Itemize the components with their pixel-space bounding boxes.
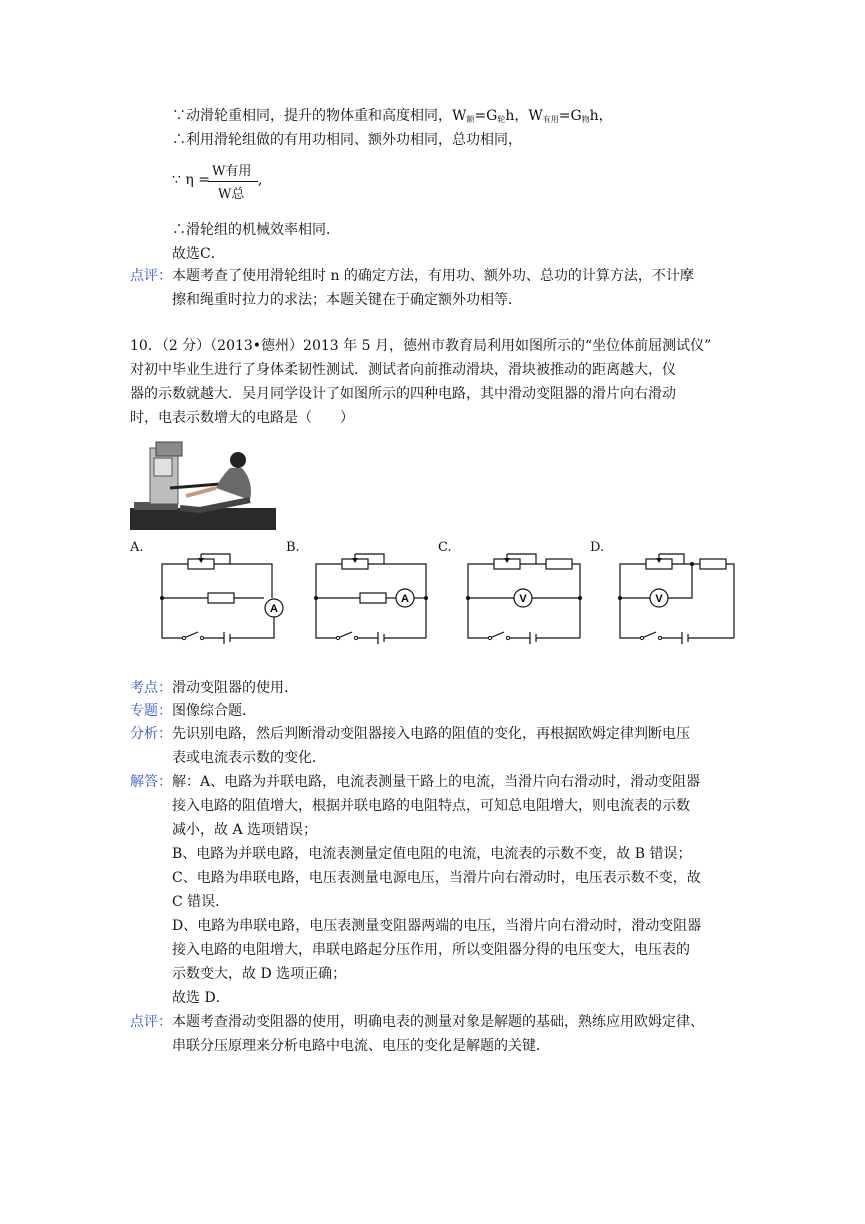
text-line: ∴利用滑轮组做的有用功相同、额外功相同，总功相同， — [172, 132, 522, 148]
comment-label: 点评： — [130, 268, 172, 284]
option-c-label: C. — [438, 540, 452, 555]
option-b-label: B. — [286, 540, 300, 555]
comment-text: 擦和绳重时拉力的求法；本题关键在于确定额外功相等． — [172, 292, 522, 308]
jieda-text: 示数变大，故 D 选项正确； — [172, 966, 347, 982]
dianping-text: 本题考查滑动变阻器的使用，明确电表的测量对象是解题的基础，熟练应用欧姆定律、 — [172, 1014, 704, 1030]
question-text: 10．（2 分）（2013•德州）2013 年 5 月，德州市教育局利用如图所示的“坐位体前屈测试仪” — [130, 338, 712, 354]
meter-d-label: V — [655, 593, 663, 605]
jieda-text: C 错误． — [172, 894, 230, 910]
zhuanti-text: 图像综合题． — [172, 703, 256, 719]
question-text: 器的示数就越大．吴月同学设计了如图所示的四种电路，其中滑动变阻器的滑片向右滑动 — [130, 386, 676, 402]
circuit-c — [464, 550, 594, 646]
option-d-label: D. — [590, 540, 605, 555]
jieda-text: 接入电路的阻值增大，根据并联电路的电阻特点，可知总电阻增大，则电流表的示数 — [172, 798, 690, 814]
flexibility-tester-photo — [130, 438, 276, 530]
comment-text: 本题考查了使用滑轮组时 n 的确定方法，有用功、额外功、总功的计算方法，不计摩 — [172, 268, 694, 284]
jieda-text: C、电路为串联电路，电压表测量电源电压，当滑片向右滑动时，电压表示数不变，故 — [172, 870, 701, 886]
question-text: 时，电表示数增大的电路是（ ） — [130, 410, 354, 426]
zhuanti-label: 专题： — [130, 703, 172, 719]
text-line: ∵动滑轮重相同，提升的物体重和高度相同，$W_额=G_轮h$，$W_{有用}=G_物h$， — [172, 108, 613, 124]
circuit-d — [616, 550, 746, 646]
circuit-b — [312, 550, 442, 646]
text-line: ∴滑轮组的机械效率相同． — [172, 222, 340, 238]
fenxi-label: 分析： — [130, 726, 172, 742]
kaodian-label: 考点： — [130, 680, 172, 696]
jieda-text: B、电路为并联电路，电流表测量定值电阻的电流，电流表的示数不变，故 B 错误； — [172, 846, 692, 862]
fenxi-text: 先识别电路，然后判断滑动变阻器接入电路的阻值的变化，再根据欧姆定律判断电压 — [172, 726, 690, 742]
circuit-a — [158, 550, 288, 646]
option-a-label: A. — [130, 540, 144, 555]
jieda-text: 解：A、电路为并联电路，电流表测量干路上的电流，当滑片向右滑动时，滑动变阻器 — [172, 774, 701, 790]
efficiency-formula: ∵ η = W有用 W总 , — [172, 164, 263, 202]
meter-a-label: A — [270, 603, 278, 615]
meter-c-label: V — [519, 593, 527, 605]
fenxi-text: 表或电流表示数的变化． — [172, 750, 326, 766]
text-line: 故选C． — [172, 246, 225, 262]
dianping-text: 串联分压原理来分析电路中电流、电压的变化是解题的关键． — [172, 1038, 550, 1054]
meter-b-label: A — [401, 593, 409, 605]
jieda-text: 故选 D． — [172, 990, 230, 1006]
jieda-label: 解答： — [130, 774, 172, 790]
dianping-label: 点评： — [130, 1014, 172, 1030]
jieda-text: D、电路为串联电路，电压表测量变阻器两端的电压，当滑片向右滑动时，滑动变阻器 — [172, 918, 702, 934]
kaodian-text: 滑动变阻器的使用． — [172, 680, 298, 696]
jieda-text: 接入电路的电阻增大，串联电路起分压作用，所以变阻器分得的电压变大，电压表的 — [172, 942, 690, 958]
jieda-text: 减小，故 A 选项错误； — [172, 822, 318, 838]
question-text: 对初中毕业生进行了身体柔韧性测试．测试者向前推动滑块，滑块被推动的距离越大，仪 — [130, 362, 676, 378]
